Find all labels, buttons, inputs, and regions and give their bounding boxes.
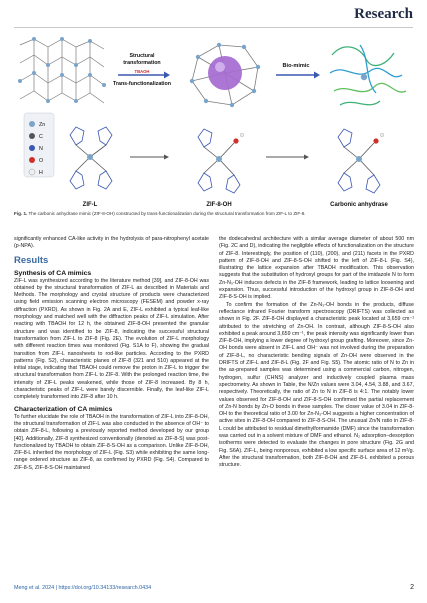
- right-column: [219, 236, 414, 470]
- legend-c: C: [39, 134, 43, 140]
- legend-zn: Zn: [39, 122, 46, 128]
- synthesis-heading: Synthesis of CA mimics: [14, 269, 92, 277]
- page-number: 2: [410, 584, 414, 591]
- zif-l-zn-center: [87, 154, 93, 160]
- ca-hydroxyl-o-atom: [373, 138, 378, 143]
- page-footer: [14, 585, 414, 595]
- legend-o: O: [39, 158, 44, 164]
- structural-label: Structural: [129, 53, 155, 59]
- zif-l-label: ZIF-L: [82, 202, 98, 208]
- sphere-highlight: [215, 62, 225, 72]
- characterization-heading: Characterization of CA mimics: [14, 405, 113, 413]
- transformation-label: transformation: [123, 60, 161, 66]
- left-column: [14, 236, 209, 472]
- intro-paragraph: significantly enhanced CA-like activity in the hydrolysis of para-nitrophenyl acetate (p-NPA).: [14, 236, 209, 250]
- bio-mimic-label: Bio-mimic: [282, 63, 310, 69]
- journal-title: Research: [354, 6, 413, 22]
- characterization-paragraph: To further elucidate the role of TBAOH in the transformation of ZIF-L into ZIF-8-OH, the structural transformation of ZIF-L was also conducted in the absence of OH⁻ to obtain ZIF-8-L, following a previously reported method developed by our group [40]. Additionally, ZIF-8 synthesized conventionally (denoted as ZIF-8-S) was post-functionalized by TBAOH to obtain ZIF-8-S-OH as a comparison. Unlike ZIF-8-OH, ZIF-8-L inherited the morphology of ZIF-L (Fig. S3) while exhibiting the same long-range ordered structure as ZIF-8, as confirmed by PXRD (Fig. S4). Compared to ZIF-8-S, ZIF-8-S-OH maintained: [14, 413, 209, 471]
- zif-8-oh-zn-center: [216, 156, 222, 162]
- zif-8-oh-label: ZIF-8-OH: [206, 202, 232, 208]
- legend-n: N: [39, 146, 43, 152]
- molecule-arrow-1: [130, 155, 169, 160]
- molecule-arrow-2: [266, 155, 309, 160]
- bio-mimic-arrow: [276, 72, 320, 79]
- carbonic-anhydrase-label: Carbonic anhydrase: [330, 202, 388, 208]
- caption-text: The carbonic anhydrase mimic (ZIF-8-OH) constructed by trans-functionalization during the structural transformation from ZIF-L to ZIF-8.: [28, 211, 306, 216]
- right-paragraph-1: the dodecahedral architecture with a similar average diameter of about 500 nm (Fig. 2C and D), indicating the negligible effects of functionalization on the structure of ZIF-8. Interestingly, the position of (110), (200), and (211) facets in the PXRD pattern of ZIF-8-OH and ZIF-8-S-OH shifted to the left of ZIF-8-L (Fig. S4), illustrating the lattice expansion after TBAOH modification. This observation suggests that the substitution of hydroxyl groups for part of the imidazole N to form Zn-N₃-OH induces defects in the ZIF-8 framework, leading to lattice loosening and expansion. Thus, successful introduction of the hydroxyl group in ZIF-8-OH and ZIF-8-S-OH is implied.: [219, 236, 414, 301]
- synthesis-paragraph: ZIF-L was synthesized according to the literature method [39], and ZIF-8-OH was obtained by the structural transformation of ZIF-L as described in Materials and Methods. The morphology and crystal structure of products were characterized using field emission scanning electron microscopy (FESEM) and powder x-ray diffraction (PXRD). As shown in Fig. 2A and E, ZIF-L exhibited a typical leaf-like morphology and matched well with the diffraction peaks of ZIF-L simulation. After reacting with TBAOH for 12 h, the obtained ZIF-8-OH presented the granular structure and was identified to be ZIF-8, indicating the successful structural transformation from ZIF-L to ZIF-8 (Fig. 2E). The evolution of ZIF-L morphology with different reaction times was monitored (Fig. S1A to F), showing the gradual transition from ZIF-L nanosheets to rod-like particles. According to the PXRD patterns (Fig. S2), characteristic planes of ZIF-8 (321 and 510) appeared at the initial stage, indicating that TBAOH could remove the proton in ZIF-L to trigger the structural transformation from ZIF-L to ZIF-8. With the prolonged reaction time, the intensity of ZIF-L peaks weakened, while those of ZIF-8 increased. By 8 h, characteristic peaks of ZIF-L were barely discernible. Finally, the leaf-like ZIF-L completely transformed into ZIF-8 after 10 h.: [14, 277, 209, 401]
- header-divider: [14, 27, 413, 28]
- zif-8-pore-sphere: [208, 56, 242, 90]
- active-site-zn: [361, 74, 367, 80]
- results-heading: Results: [14, 254, 49, 266]
- figure-1-illustration: [14, 35, 414, 210]
- zif-l-framework: [20, 39, 104, 103]
- legend-h: H: [39, 170, 43, 176]
- footer-citation[interactable]: Meng et al. 2024 | https://doi.org/10.34133/research.0434: [14, 585, 152, 591]
- atom-legend: [24, 113, 54, 177]
- hydroxyl-o-atom: [233, 138, 238, 143]
- right-paragraph-2: To confirm the formation of the Zn-N₃-OH bonds in the products, diffuse reflectance infrared Fourier transform spectroscopy (DRIFTS) was collected as shown in Fig. 2F. ZIF-8-OH displayed a characteristic peak located at 3,659 cm⁻¹ attributed to the stretching of Zn-OH. In contrast, although ZIF-8-S-OH also exhibited a peak around 3,659 cm⁻¹, the peak intensity was significantly lower than ZIF-8-OH, implying a lower degree of hydroxyl group grafting. Moreover, since Zn-OH bonds were absent in ZIF-L and OH⁻ was not involved during the preparation of ZIF-8-L, no characteristic bending signals of Zn-OH were observed in the DRIFTS of ZIF-L and ZIF-8-L (Fig. 2F and Fig. S5). The atomic ratio of N to Zn in the as-prepared samples was determined using a commercial carbon, nitrogen, hydrogen, sulfur (CHNS) analyzer and inductively coupled plasma mass spectrometry. As shown in Table, the N/Zn values were 3.04, 4.54, 3.88, and 3.67, respectively. Theoretically, the ratio of Zn to N in ZIF-8 is 4:1. The notably lower values observed for ZIF-8-OH and ZIF-8-S-OH confirmed the partial replacement of Zn-N bonds by Zn-O bonds in these samples. The closer value of 3.04 in ZIF-8-OH to the theoretical ratio of 3.00 for Zn-N₃-OH suggests a higher concentration of active sites in ZIF-8-OH compared to ZIF-8-S-OH. The unusual Zn/N ratio in ZIF-8-L could be attributed to residual dimethylformamide (DMF) since the transformation was carried out in a solvent mixture of DMF and ethanol. N₂ adsorption–desorption isotherms were detected to evaluate the changes in pore structure (Fig. 2G and Fig. S6A). ZIF-L, being nonporous, exhibited a low specific surface area of 12 m²/g. After the structural transformation, both ZIF-8-OH and ZIF-8-L exhibited a porous structure.: [219, 301, 414, 469]
- carbonic-anhydrase-protein: [330, 45, 406, 105]
- tbaoh-label: TBAOH: [134, 69, 150, 74]
- figure-caption: [14, 211, 414, 217]
- ca-zn-center: [356, 156, 362, 162]
- hydroxyl-h-atom: [240, 133, 244, 137]
- page-header: [0, 0, 427, 30]
- caption-label: Fig. 1.: [14, 211, 28, 216]
- figure-1: [14, 35, 414, 210]
- trans-functionalization-label: Trans-functionalization: [113, 81, 171, 87]
- ca-hydroxyl-h-atom: [380, 133, 384, 137]
